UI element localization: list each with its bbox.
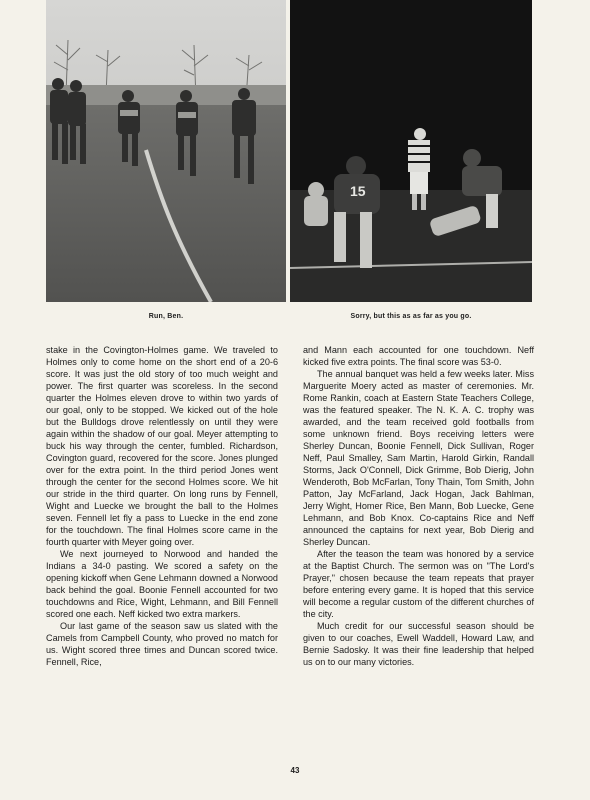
paragraph: stake in the Covington-Holmes game. We traveled to Holmes only to come home on the short end of a 20-6 score. It was just the old story of too much weight and power. The first quarter was scoreless. In the second quarter the Holmes eleven drove to within two yards of our goal, only to be stopped. We kicked out of the hole but the Bulldogs drove relentlessly on until they were again within the shadow of our goal. Meyer attempting to buck his way through the center, fumbled. Richardson, Covington guard, recovered for the score. Jones plunged over for the extra point. In the third period Jones went through the center for the second Holmes score. We hit our stride in the third quarter. On long runs by Fennell, Wight and Luecke we brought the ball to the Holmes seven. Fennell let fly a pass to Luecke in the end zone for the touchdown. The final Holmes score came in the fourth quarter with Meyer going over.	[46, 345, 278, 547]
text-column-right	[303, 344, 534, 668]
photo-tackle	[290, 0, 532, 302]
paragraph: Much credit for our successful season should be given to our coaches, Ewell Waddell, Howard Law, and Bernie Sadosky. It was their fine leadership that helped us on to our many victories.	[303, 621, 534, 667]
paragraph: and Mann each accounted for one touchdown. Neff kicked five extra points. The final score was 53-0.	[303, 345, 534, 367]
paragraph: After the teason the team was honored by a service at the Baptist Church. The sermon was on "The Lord's Prayer," chosen because the team repeats that prayer before entering every game. It is hoped that this service will become a regular custom of the different churches of the city.	[303, 549, 534, 619]
text-column-left	[46, 344, 278, 668]
photo-run-ben-image	[46, 0, 286, 302]
jersey-number: 15	[350, 183, 366, 199]
paragraph: The annual banquet was held a few weeks later. Miss Marguerite Moery acted as master of ceremonies. Mr. Rome Rankin, coach at Eastern State Teachers College, was the featured speaker. The N. K. A. C. trophy was awarded, and the team received gold footballs from some unknown friend. Boys receiving letters were Sherley Duncan, Boonie Fennell, Dick Sullivan, Roger Neff, Paul Smalley, Sam Martin, Harold Girkin, Randall Storms, Jack O'Connell, Dick Grimme, Bob Dierig, John Wenderoth, Bob McFarlan, Tony Thain, Tom Smith, John Patton, Jay McFarland, Jack Hogan, Jack Bahlman, Jerry Wight, Homer Rice, Ben Mann, Bob Luecke, Gene Lehmann, and Bob Knox. Co-captains Rice and Neff announced the captains for next year, Bob Dierig and Sherley Duncan.	[303, 369, 534, 547]
paragraph: We next journeyed to Norwood and handed the Indians a 34-0 pasting. We scored a safety on the opening kickoff when Gene Lehmann downed a Norwood back behind the goal. Boonie Fennell accounted for two touchdowns and Rice, Wight, Lehmann, and Bill Fennell scored one each. Neff kicked two extra markers.	[46, 549, 278, 619]
photo-caption-right: Sorry, but this as as far as you go.	[350, 313, 472, 320]
page-number: 43	[290, 766, 300, 775]
photo-run-ben	[46, 0, 286, 302]
photo-tackle-image	[290, 0, 532, 302]
photo-caption-left: Run, Ben.	[148, 313, 184, 320]
paragraph: Our last game of the season saw us slated with the Camels from Campbell County, who proved no match for us. Wight scored three times and Duncan scored twice. Fennell, Rice,	[46, 621, 278, 667]
